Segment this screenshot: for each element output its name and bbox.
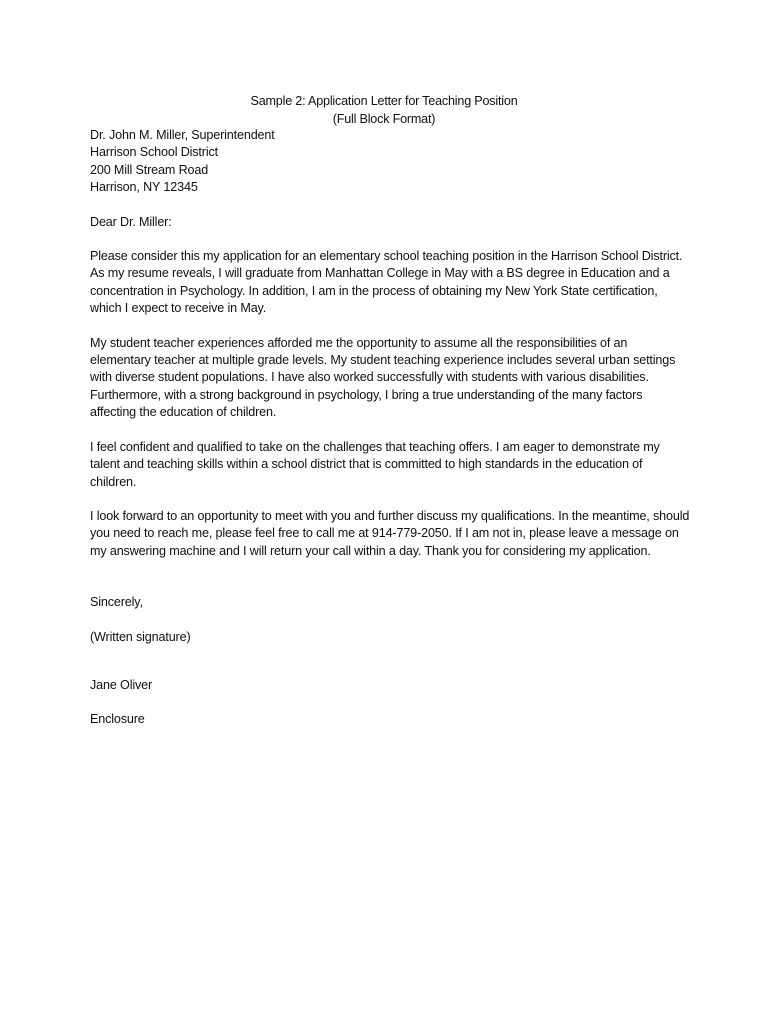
recipient-street: 200 Mill Stream Road (90, 162, 209, 177)
recipient-city-state-zip: Harrison, NY 12345 (90, 180, 198, 195)
complimentary-close: Sincerely, (90, 595, 143, 610)
paragraph-intro: Please consider this my application for an elementary school teaching position in the Harrison School District. As my resume reveals, I will graduate from Manhattan College in May with a BS degree in Education and a concentration in Psychology. In addition, I am in the process of obtaining my New York State certification, which I expect to receive in May. (90, 249, 683, 316)
letter-subtitle: (Full Block Format) (332, 112, 436, 126)
recipient-address (90, 127, 690, 197)
paragraph-closing: I look forward to an opportunity to meet with you and further discuss my qualifications. In the meantime, should you need to reach me, please feel free to call me at 914-779-2050. If I am not in, please leave a message on my answering machine and I will return your call within a day. Thank you for considering my application. (90, 508, 690, 558)
salutation: Dear Dr. Miller: (90, 214, 172, 229)
paragraph-experience: My student teacher experiences afforded me the opportunity to assume all the responsibilities of an elementary teacher at multiple grade levels. My student teaching experience includes several urban settings with diverse student populations. I have also worked successfully with students with various disabilities. Furthermore, with a strong background in psychology, I bring a true understanding of the many factors affecting the education of children. (90, 335, 676, 420)
enclosure-notation: Enclosure (90, 712, 145, 727)
letter-heading (0, 92, 768, 128)
letter-title: Sample 2: Application Letter for Teaching Position (250, 94, 518, 108)
signature-placeholder: (Written signature) (90, 629, 191, 644)
recipient-name: Dr. John M. Miller, Superintendent (90, 128, 275, 142)
recipient-organization: Harrison School District (90, 145, 218, 160)
letter-body (90, 127, 690, 729)
paragraph-qualifications: I feel confident and qualified to take on the challenges that teaching offers. I am eager to demonstrate my talent and teaching skills within a school district that is committed to high standards in the education of children. (90, 439, 660, 489)
sender-name: Jane Oliver (90, 677, 153, 692)
